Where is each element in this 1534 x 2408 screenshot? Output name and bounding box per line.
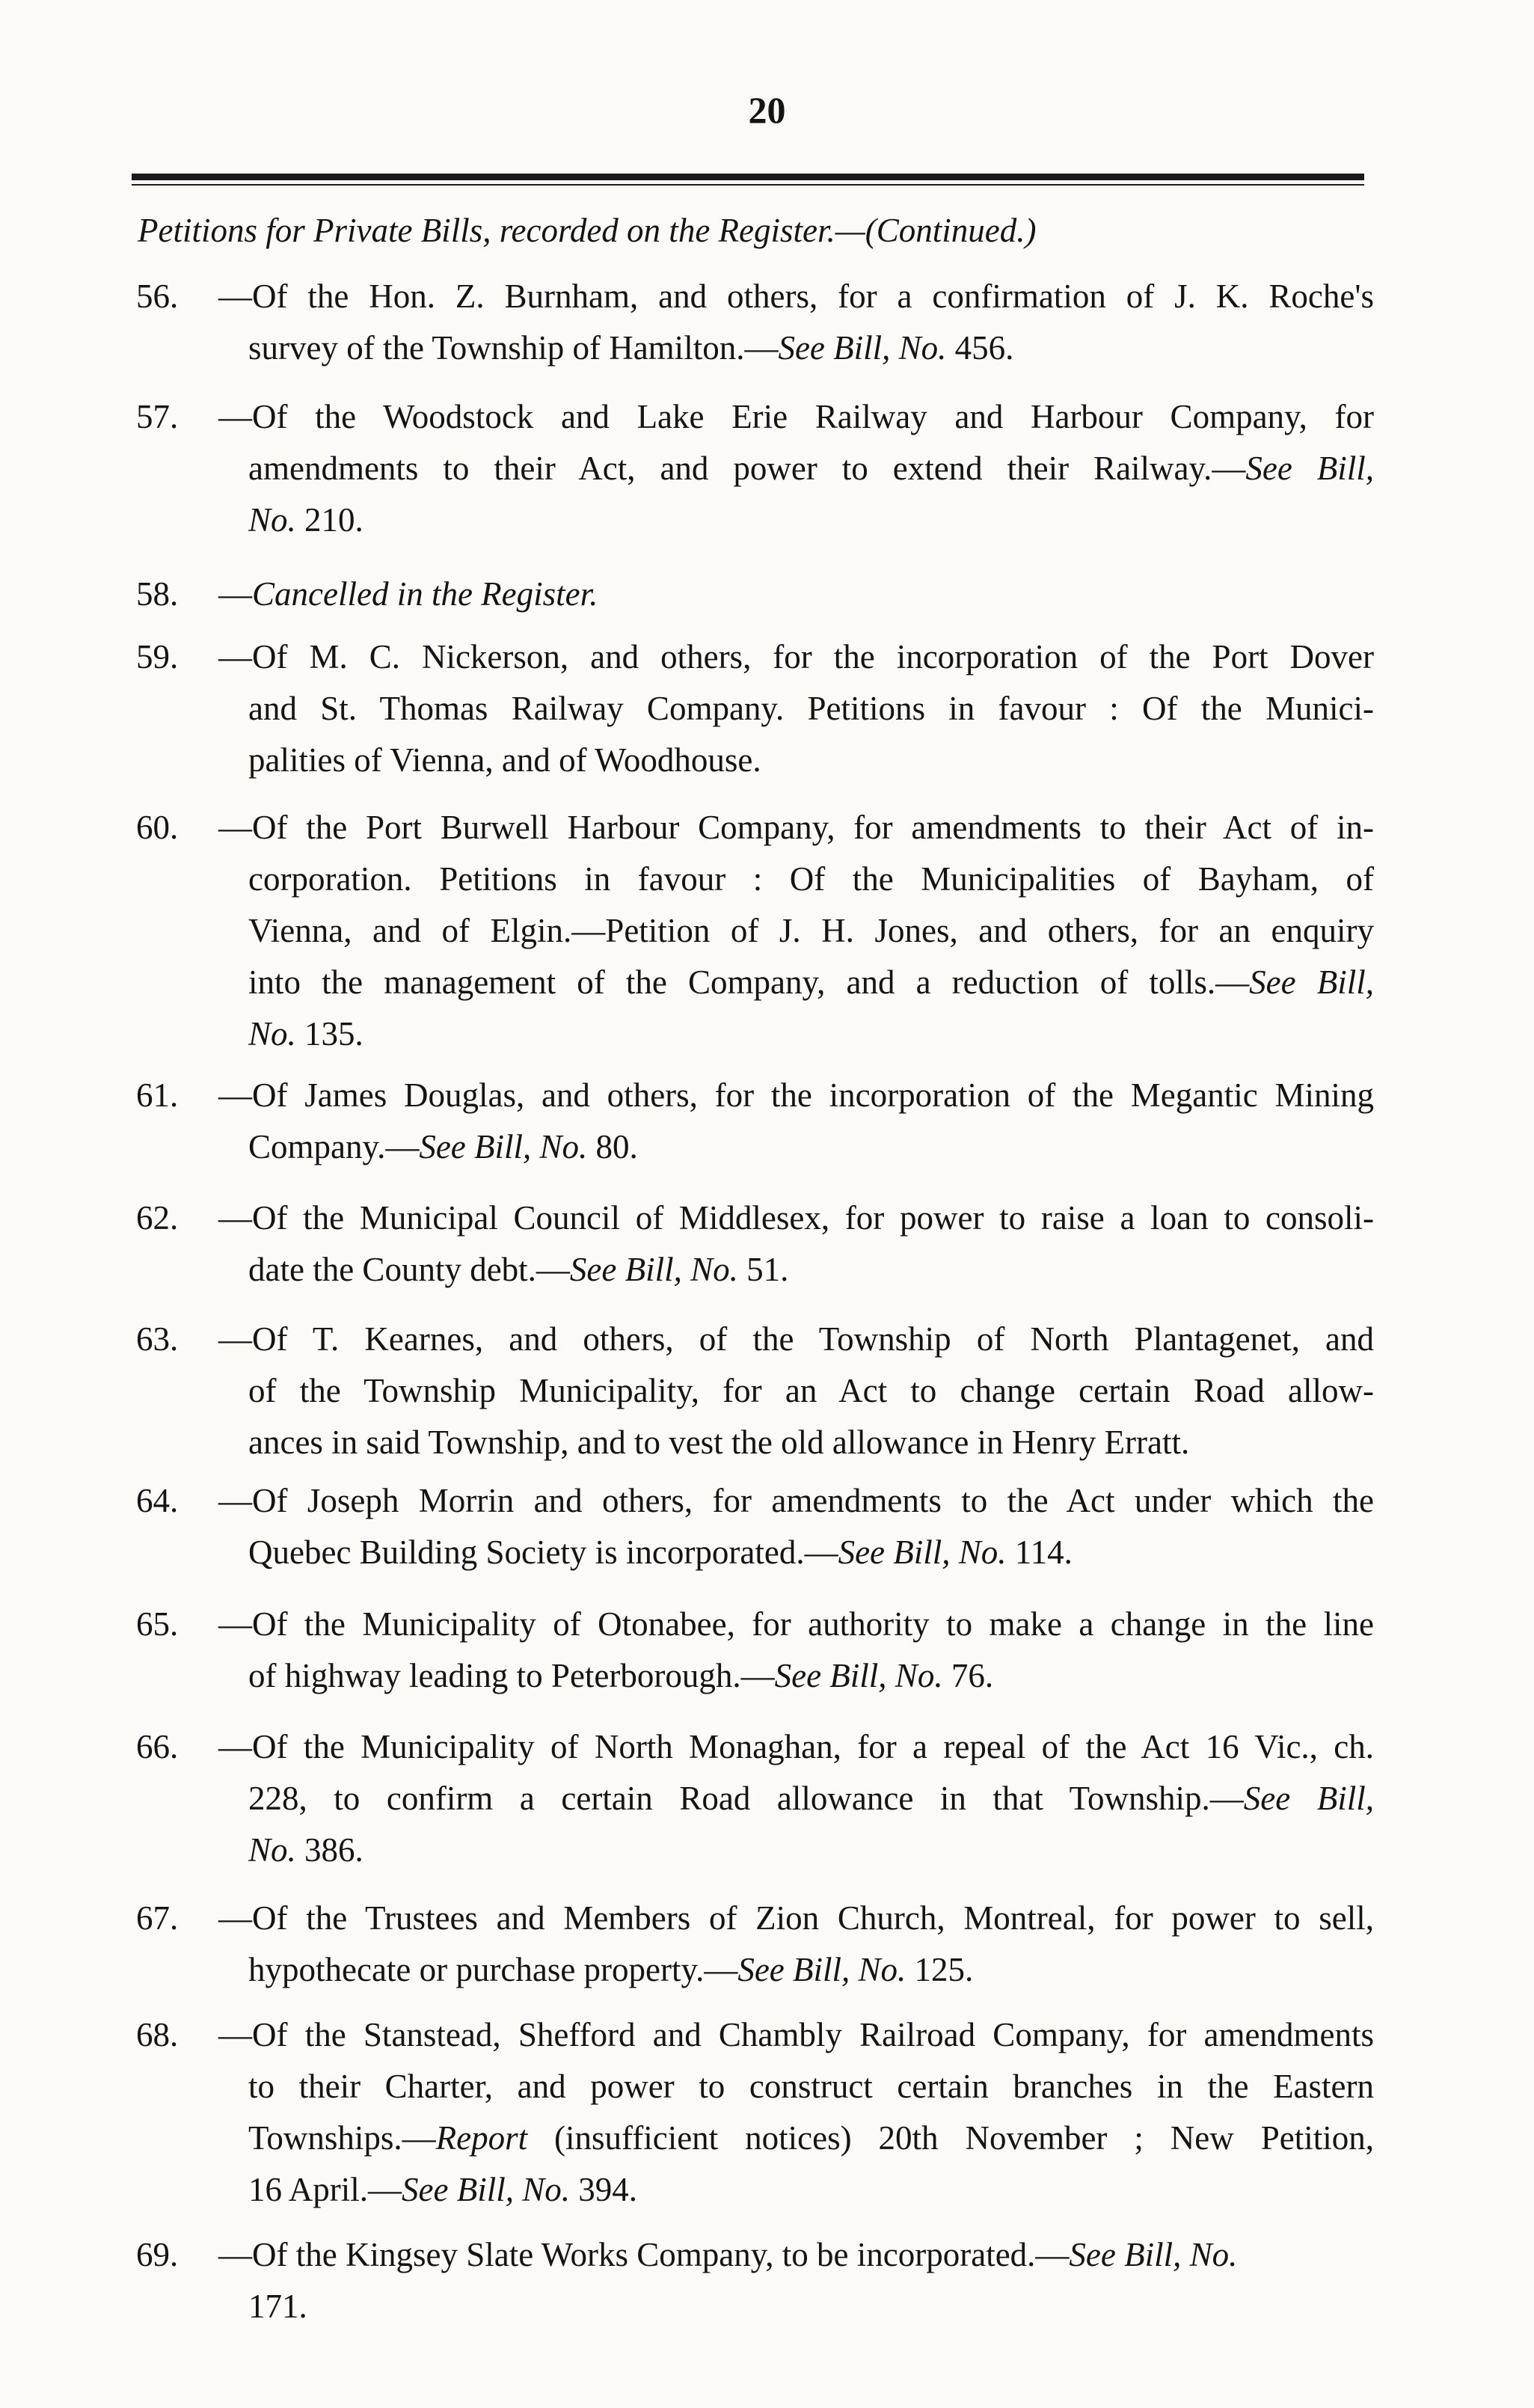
petition-entry-65 <box>136 1599 1374 1702</box>
entry-number: 60. <box>136 809 179 846</box>
bill-number: 114. <box>1006 1534 1073 1571</box>
entry-line: —Of the Port Burwell Harbour Company, for amendments to their Act of in- <box>218 809 1374 846</box>
entry-line: —Of the Municipal Council of Middlesex, for power to raise a loan to consoli- <box>218 1199 1374 1237</box>
entry-line: Company.— <box>248 1128 420 1165</box>
entry-number: 59. <box>136 638 179 675</box>
petition-entry-62 <box>136 1192 1374 1296</box>
entry-line: 16 April.— <box>248 2171 402 2208</box>
entry-line: —Of the Stanstead, Shefford and Chambly Railroad Company, for amendments <box>218 2016 1374 2053</box>
entry-number: 69. <box>136 2236 179 2273</box>
bill-number: 210. <box>295 501 363 539</box>
bill-reference: See Bill, <box>1243 1780 1374 1817</box>
petition-entry-64 <box>136 1475 1374 1578</box>
petition-entry-67 <box>136 1893 1374 1996</box>
cancelled-note: Cancelled in the Register. <box>252 575 598 613</box>
entry-line: (insufficient notices) 20th November ; New Petition, <box>527 2119 1374 2157</box>
entry-line: —Of M. C. Nickerson, and others, for the incorporation of the Port Dover <box>218 638 1374 675</box>
entry-line: —Of the Trustees and Members of Zion Church, Montreal, for power to sell, <box>218 1899 1374 1937</box>
entry-line: 228, to confirm a certain Road allowance in that Township.— <box>248 1780 1244 1817</box>
entry-line: and St. Thomas Railway Company. Petitions in favour : Of the Munici- <box>248 690 1374 727</box>
bill-reference-no: No. <box>248 1831 296 1869</box>
entry-line: —Of the Municipality of North Monaghan, for a repeal of the Act 16 Vic., ch. <box>218 1728 1374 1765</box>
bill-reference: See Bill, No. <box>838 1534 1007 1571</box>
bill-reference: See Bill, No. <box>737 1951 906 1988</box>
entry-number: 65. <box>136 1605 179 1643</box>
entry-line: — <box>218 575 252 613</box>
entry-line: —Of Joseph Morrin and others, for amendments to the Act under which the <box>218 1482 1374 1519</box>
entry-number: 68. <box>136 2016 179 2053</box>
bill-reference: See Bill, No. <box>402 2171 570 2208</box>
petition-entry-61 <box>136 1070 1374 1173</box>
entry-line: —Of James Douglas, and others, for the incorporation of the Megantic Mining <box>218 1076 1374 1114</box>
entry-line: hypothecate or purchase property.— <box>248 1951 738 1988</box>
entry-number: 62. <box>136 1199 179 1237</box>
bill-number: 80. <box>587 1128 638 1165</box>
entry-line: —Of the Woodstock and Lake Erie Railway and Harbour Company, for <box>218 398 1374 435</box>
entry-number: 61. <box>136 1076 179 1114</box>
bill-number: 456. <box>946 329 1014 367</box>
entry-line: date the County debt.— <box>248 1251 570 1288</box>
bill-number: 394. <box>569 2171 637 2208</box>
entry-number: 67. <box>136 1899 179 1937</box>
entry-number: 64. <box>136 1482 179 1519</box>
entry-line: corporation. Petitions in favour : Of the Municipalities of Bayham, of <box>248 860 1374 898</box>
header-rule-thin <box>132 184 1364 186</box>
petition-entry-58 <box>136 569 1374 620</box>
entry-line: of the Township Municipality, for an Act to change certain Road allow- <box>248 1372 1374 1409</box>
entry-line: Townships.— <box>248 2119 436 2157</box>
bill-reference-no: No. <box>248 501 296 539</box>
entry-line: —Of the Municipality of Otonabee, for authority to make a change in the line <box>218 1605 1374 1643</box>
petition-entry-56 <box>136 271 1374 374</box>
running-head: Petitions for Private Bills, recorded on the Register.—(Continued.) <box>138 212 1037 249</box>
entry-line: Quebec Building Society is incorporated.— <box>248 1534 838 1571</box>
entry-line: —Of T. Kearnes, and others, of the Township of North Plantagenet, and <box>218 1320 1374 1358</box>
bill-number: 51. <box>737 1251 789 1288</box>
entry-number: 66. <box>136 1728 179 1765</box>
petition-entry-60 <box>136 802 1374 1060</box>
entry-line: survey of the Township of Hamilton.— <box>248 329 779 367</box>
entry-line: —Of the Kingsey Slate Works Company, to be incorporated.— <box>218 2236 1070 2273</box>
petition-entry-68 <box>136 2009 1374 2216</box>
entry-line: palities of Vienna, and of Woodhouse. <box>248 741 761 779</box>
bill-reference: See Bill, <box>1249 963 1374 1001</box>
petition-entry-63 <box>136 1314 1374 1468</box>
petition-entry-69 <box>136 2229 1374 2332</box>
bill-number: 386. <box>295 1831 363 1869</box>
header-rule <box>132 174 1364 180</box>
page-number: 20 <box>748 89 786 131</box>
entry-line: of highway leading to Peterborough.— <box>248 1657 775 1694</box>
entry-line: ances in said Township, and to vest the old allowance in Henry Erratt. <box>248 1424 1190 1461</box>
report-label: Report <box>435 2119 528 2157</box>
bill-number: 125. <box>906 1951 974 1988</box>
entry-line: Vienna, and of Elgin.—Petition of J. H. Jones, and others, for an enquiry <box>248 912 1374 949</box>
entry-line: to their Charter, and power to construct certain branches in the Eastern <box>248 2068 1374 2105</box>
bill-reference: See Bill, No. <box>419 1128 588 1165</box>
bill-reference: See Bill, No. <box>1069 2236 1238 2273</box>
bill-reference: See Bill, <box>1245 450 1374 487</box>
bill-reference: See Bill, No. <box>774 1657 943 1694</box>
entry-number: 56. <box>136 278 179 315</box>
entry-line: —Of the Hon. Z. Burnham, and others, for a confirmation of J. K. Roche's <box>218 278 1374 315</box>
entry-line: into the management of the Company, and a reduction of tolls.— <box>248 963 1250 1001</box>
petition-entry-66 <box>136 1721 1374 1876</box>
bill-number: 171. <box>248 2288 307 2325</box>
petition-entry-59 <box>136 631 1374 786</box>
entry-line: amendments to their Act, and power to extend their Railway.— <box>248 450 1246 487</box>
entry-number: 63. <box>136 1320 179 1358</box>
bill-reference-no: No. <box>248 1015 296 1053</box>
entry-number: 58. <box>136 575 179 613</box>
bill-reference: See Bill, No. <box>569 1251 738 1288</box>
bill-reference: See Bill, No. <box>778 329 947 367</box>
petition-entry-57 <box>136 391 1374 546</box>
bill-number: 76. <box>942 1657 994 1694</box>
entry-number: 57. <box>136 398 179 435</box>
bill-number: 135. <box>295 1015 363 1053</box>
